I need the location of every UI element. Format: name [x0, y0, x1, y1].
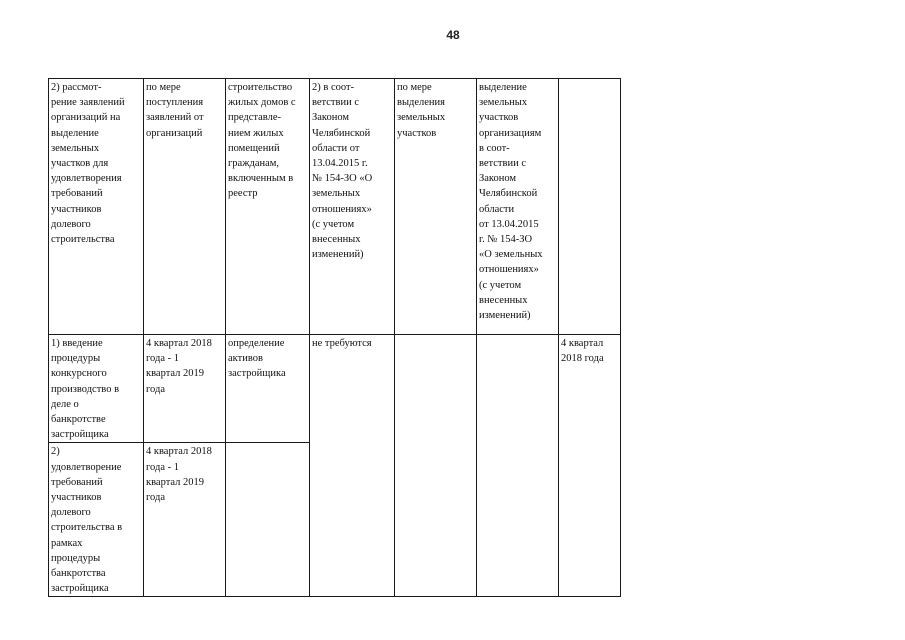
table-cell: 2) рассмот- рение заявлений организаций на выделение земельных участков для удовлетворения требований участников долевого строительства	[49, 79, 144, 335]
measures-table	[48, 78, 621, 597]
table-cell: по мере поступления заявлений от организаций	[144, 79, 226, 335]
table-cell: выделение земельных участков организациям в соот- ветствии с Законом Челябинской области от 13.04.2015 г. № 154-ЗО «О земельных отношениях» (с учетом внесенных изменений)	[477, 79, 559, 335]
table-cell	[395, 335, 477, 597]
table-cell	[559, 79, 621, 335]
table-cell: определение активов застройщика	[226, 335, 310, 443]
table-cell: 1) введение процедуры конкурсного производство в деле о банкротстве застройщика	[49, 335, 144, 443]
table-cell: строительство жилых домов с представле- нием жилых помещений гражданам, включенным в реестр	[226, 79, 310, 335]
table-cell: 4 квартал 2018 года - 1 квартал 2019 года	[144, 443, 226, 597]
table-cell: не требуются	[310, 335, 395, 597]
table-cell: по мере выделения земельных участков	[395, 79, 477, 335]
table-cell: 2) в соот- ветствии с Законом Челябинской области от 13.04.2015 г. № 154-ЗО «О земельных отношениях» (с учетом внесенных изменений)	[310, 79, 395, 335]
table-cell: 4 квартал 2018 года - 1 квартал 2019 года	[144, 335, 226, 443]
table-cell	[226, 443, 310, 597]
table-cell	[477, 335, 559, 597]
page-number: 48	[446, 28, 460, 42]
table-cell: 2) удовлетворение требований участников долевого строительства в рамках процедуры банкротства застройщика	[49, 443, 144, 597]
table-cell: 4 квартал 2018 года	[559, 335, 621, 597]
table-row	[49, 335, 621, 443]
table-row	[49, 79, 621, 335]
